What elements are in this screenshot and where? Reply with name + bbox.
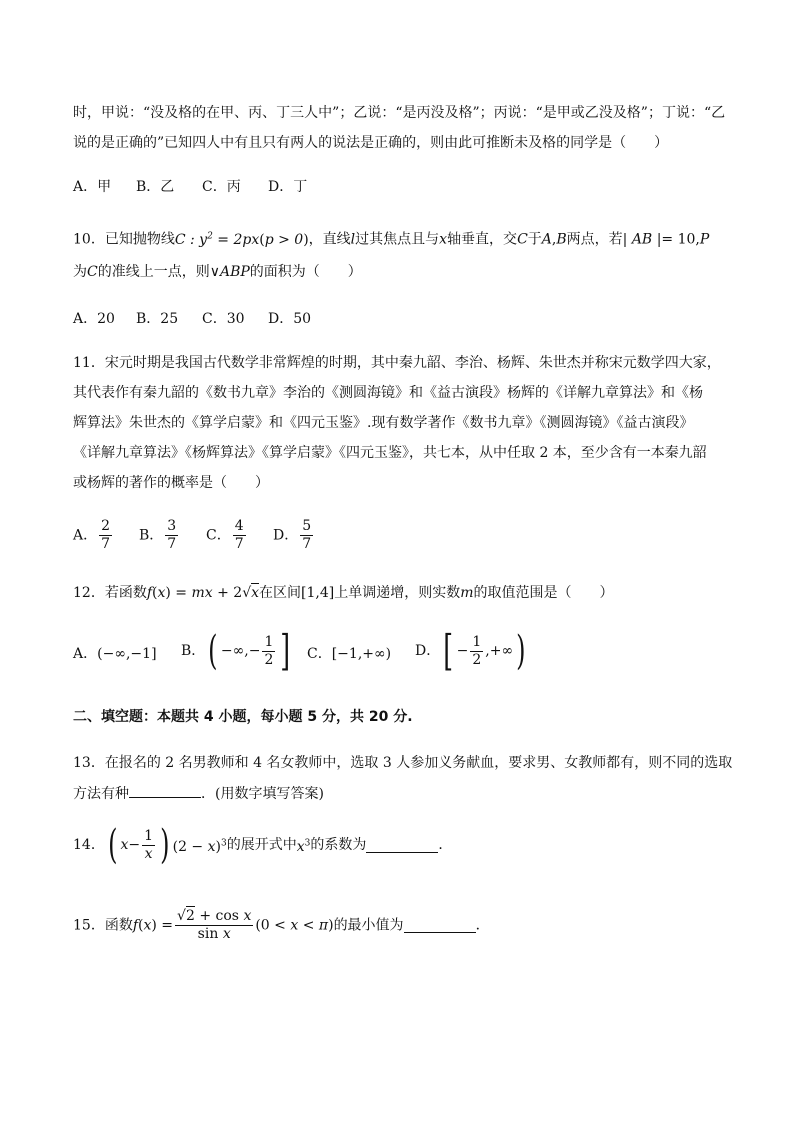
q11-line-2: 其代表作有秦九韶的《数书九章》李治的《测圆海镜》和《益古演段》杨辉的《详解九章算法》和《杨 [73,385,703,401]
fraction: $\frac{4}{7}$ [234,518,244,552]
q14-number: 14． [73,837,105,853]
q12-function: f(x) = mx + 2√x [146,585,260,601]
answer-blank[interactable] [366,838,438,853]
q10-option-a: A．20 [73,311,115,327]
q12-option-d: D．[ − $\frac{1}{2}$ ,+∞) [415,626,526,675]
q11-line-4: 《详解九章算法》《杨辉算法》《算学启蒙》《四元玉鉴》，共七本，从中任取 2 本，至少含有一本秦九韶 [73,445,707,461]
q11-line-5: 或杨辉的著作的概率是（ ） [73,475,269,491]
q10-number: 10． [73,231,105,248]
q15-line: 15．函数f(x) = $\frac{\text{√2 + cos x}}{\text{sin x}}$ (0 < x < π)的最小值为 ． [73,908,490,942]
q9-line-2: 说的是正确的”已知四人中有且只有两人的说法是正确的，则由此可推断未及格的同学是（ ） [73,135,669,151]
section-title: 二、填空题：本题共 4 小题，每小题 5 分，共 20 分. [73,709,413,725]
q12-option-b: B．( −∞,− $\frac{1}{2}$ ] [181,626,291,675]
q12-option-c: C．[−1,+∞) [307,646,392,662]
q12-number: 12． [73,585,105,601]
fraction: $\frac{\text{√2 + cos x}}{\text{sin x}}$ [177,908,252,942]
q12-line-1: 12．若函数f(x) = mx + 2√x在区间[1,4]上单调递增，则实数m的取值范围是（ ） [73,585,614,601]
q11-option-a: A． $\frac{2}{7}$ [73,518,111,552]
fraction: $\frac{1}{2}$ [472,633,482,668]
fraction: $\frac{3}{7}$ [167,518,177,552]
q10-option-d: D．50 [268,311,312,327]
fraction: $\frac{1}{2}$ [264,633,274,668]
q12-option-a: A．(−∞,−1] [73,646,157,662]
q9-line-1: 时，甲说：“没及格的在甲、丙、丁三人中”；乙说：“是丙没及格”；丙说：“是甲或乙没及格”；丁说：“乙 [73,105,726,121]
q9-option-d: D．丁 [268,179,308,195]
q9-option-c: C．丙 [202,179,241,195]
fraction: $\frac{5}{7}$ [302,518,312,552]
q11-line-1: 11．宋元时期是我国古代数学非常辉煌的时期，其中秦九韶、李治、杨辉、朱世杰并称宋元数学四大家， [73,355,721,371]
q14-line: 14．( x− $\frac{1}{x}$ ) $(2 - x)^3$的展开式中$x^3$的系数为 ． [73,822,453,868]
fraction: $\frac{1}{x}$ [144,827,153,862]
q13-line-2: 方法有种 ．(用数字填写答案) [73,783,324,804]
q9-option-a: A．甲 [73,179,112,195]
q10-parabola-eq: C : $y^2 = 2px(p > 0)$ [174,231,309,248]
q10-option-b: B．25 [136,311,179,327]
q10-option-c: C．30 [202,311,245,327]
fraction: $\frac{2}{7}$ [101,518,111,552]
q11-option-d: D． $\frac{5}{7}$ [273,518,312,552]
q11-line-3: 辉算法》朱世杰的《算学启蒙》和《四元玉鉴》.现有数学著作《数书九章》《测圆海镜》《益古演段》 [73,415,694,431]
q11-option-c: C． $\frac{4}{7}$ [206,518,244,552]
answer-blank[interactable] [404,918,476,933]
q10-line-2: 为C的准线上一点，则∨ABP的面积为（ ） [73,264,362,280]
q11-option-b: B． $\frac{3}{7}$ [139,518,177,552]
answer-blank[interactable] [129,783,201,798]
q10-triangle: ∨ABP [209,264,250,280]
q10-line-1: 10．已知抛物线C : $y^2 = 2px(p > 0)$，直线l过其焦点且与x轴垂直，交C于A,B两点，若| AB |= 10,P [73,231,710,248]
q9-option-b: B．乙 [136,179,175,195]
q13-line-1: 13．在报名的 2 名男教师和 4 名女教师中，选取 3 人参加义务献血，要求男、女教师都有，则不同的选取 [73,755,733,771]
q10-ab-length: | AB |= 10,P [622,231,710,248]
